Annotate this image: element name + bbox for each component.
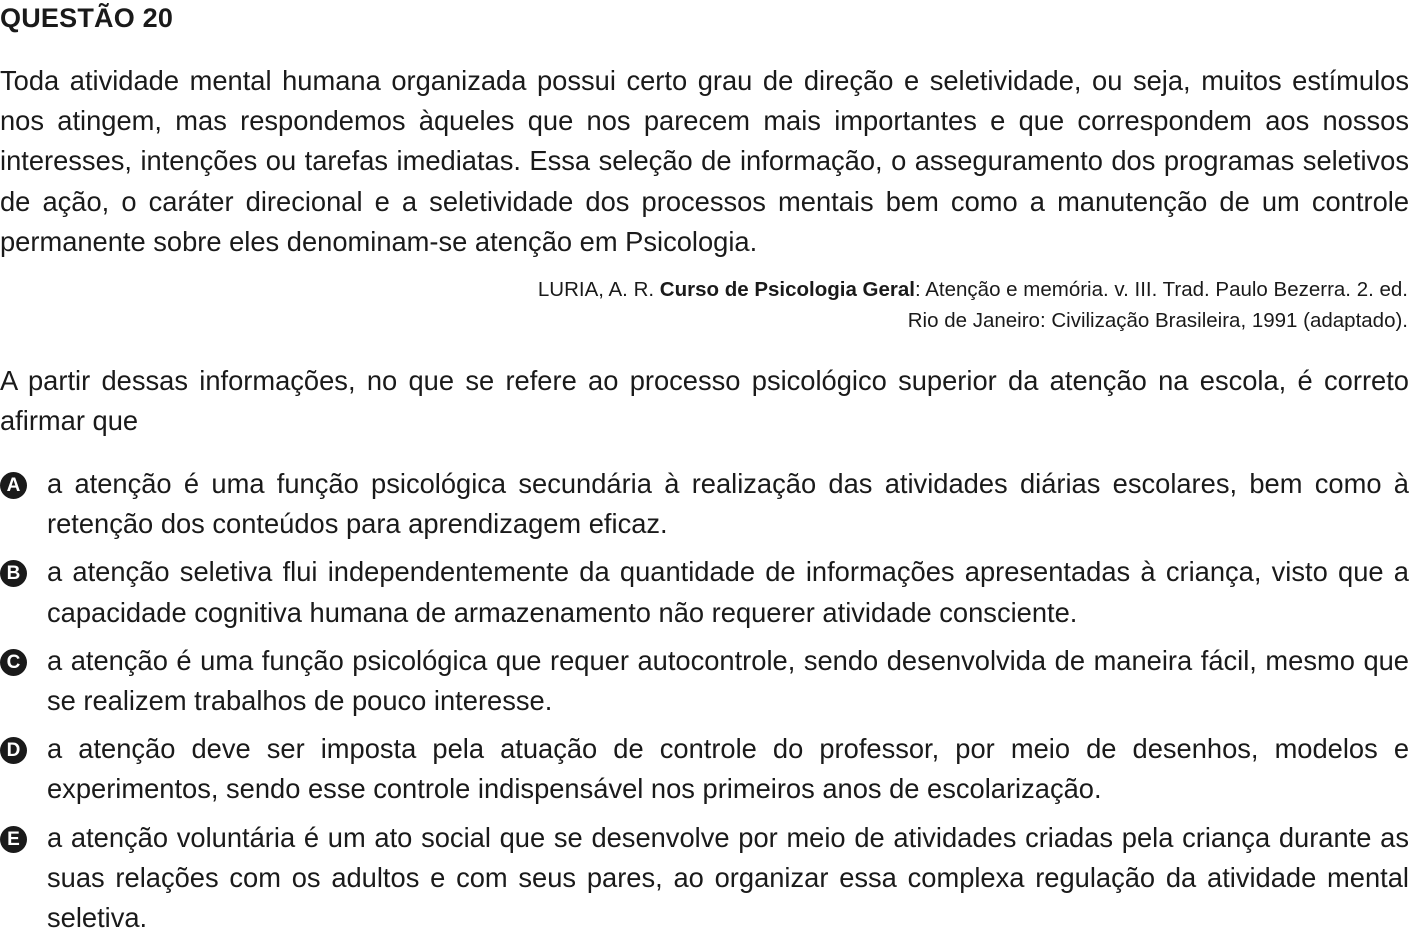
option-d[interactable]: [0, 729, 1409, 809]
question-title: QUESTÃO 20: [0, 3, 174, 33]
option-letter-e-icon: E: [0, 826, 27, 853]
passage-text: Toda atividade mental humana organizada possui certo grau de direção e seletividade, ou seja, muitos estímulos nos atingem, mas respondemos àqueles que nos parecem mais importantes e que correspondem aos nossos interesses, intenções ou tarefas imediatas. Essa seleção de informação, o asseguramento dos programas seletivos de ação, o caráter direcional e a seletividade dos processos mentais bem como a manutenção de um controle permanente sobre eles denominam-se atenção em Psicologia.: [0, 65, 1409, 257]
option-e[interactable]: [0, 818, 1409, 939]
option-b[interactable]: [0, 552, 1409, 632]
option-text-b: a atenção seletiva flui independentemente da quantidade de informações apresentadas à criança, visto que a capacidade cognitiva humana de armazenamento não requerer atividade consciente.: [47, 556, 1409, 628]
question-prompt: A partir dessas informações, no que se refere ao processo psicológico superior da atenção na escola, é correto afirmar que: [0, 365, 1409, 437]
citation-author: LURIA, A. R.: [537, 278, 655, 301]
option-a[interactable]: [0, 464, 1409, 544]
option-letter-d-icon: D: [0, 737, 27, 764]
option-text-d: a atenção deve ser imposta pela atuação de controle do professor, por meio de desenhos, modelos e experimentos, sendo esse controle indispensável nos primeiros anos de escolarização.: [47, 733, 1409, 805]
citation-line-1: [308, 274, 1408, 305]
option-letter-b-icon: B: [0, 560, 27, 587]
option-c[interactable]: [0, 641, 1409, 721]
option-letter-c-icon: C: [0, 649, 27, 676]
answer-options: [0, 464, 1409, 946]
citation-details-1: : Atenção e memória. v. III. Trad. Paulo Bezerra. 2. ed.: [914, 278, 1408, 301]
option-text-a: a atenção é uma função psicológica secundária à realização das atividades diárias escolares, bem como à retenção dos conteúdos para aprendizagem eficaz.: [47, 468, 1409, 540]
option-text-c: a atenção é uma função psicológica que requer autocontrole, sendo desenvolvida de maneira fácil, mesmo que se realizem trabalhos de pouco interesse.: [47, 644, 1409, 717]
citation: [308, 274, 1408, 336]
option-letter-a-icon: A: [0, 472, 27, 499]
citation-details-2: Rio de Janeiro: Civilização Brasileira, 1991 (adaptado).: [907, 309, 1408, 332]
citation-work: Curso de Psicologia Geral: [659, 278, 915, 301]
option-text-e: a atenção voluntária é um ato social que se desenvolve por meio de atividades criadas pela criança durante as suas relações com os adultos e com seus pares, ao organizar essa complexa regulação da atividade mental seletiva.: [47, 821, 1409, 934]
